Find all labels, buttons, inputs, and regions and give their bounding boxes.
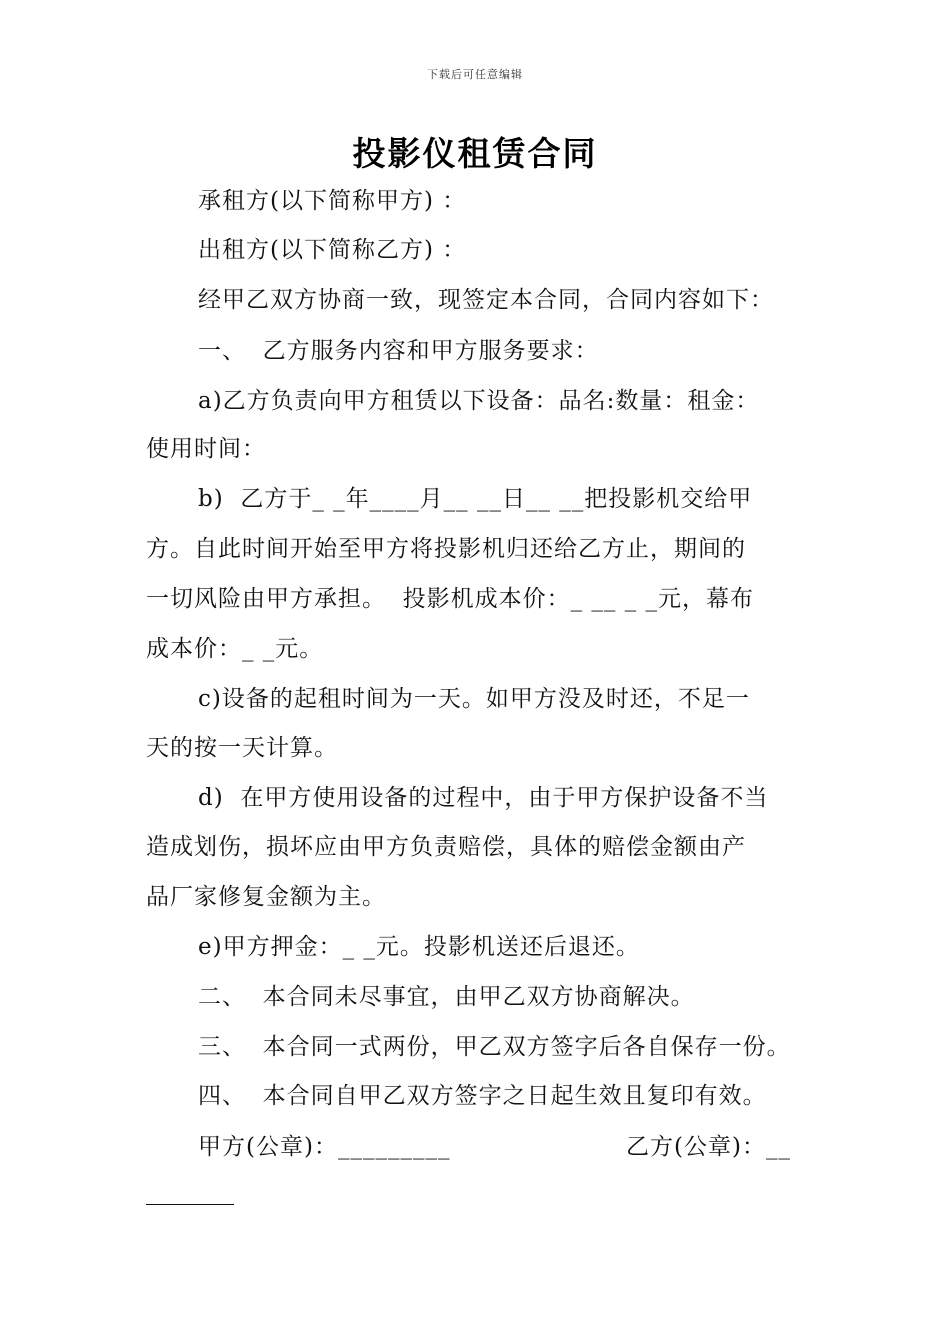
clause-b-line-1: b) 乙方于_ _年____月__ __日__ __把投影机交给甲 — [198, 486, 753, 512]
section-2-line: 二、 本合同未尽事宜，由甲乙双方协商解决。 — [198, 984, 695, 1010]
lessee-line: 承租方(以下简称甲方) ： — [198, 188, 467, 214]
header-note: 下载后可任意编辑 — [427, 68, 523, 81]
document-title: 投影仪租赁合同 — [352, 134, 598, 173]
section-3-line: 三、 本合同一式两份，甲乙双方签字后各自保存一份。 — [198, 1034, 791, 1060]
clause-b-line-4: 成本价：_ _元。 — [146, 636, 324, 662]
clause-e-line: e)甲方押金：_ _元。投影机送还后退还。 — [198, 934, 640, 960]
section-1-heading: 一、 乙方服务内容和甲方服务要求： — [198, 338, 599, 364]
clause-d-line-2: 造成划伤，损坏应由甲方负责赔偿，具体的赔偿金额由产 — [146, 834, 746, 860]
section-4-line: 四、 本合同自甲乙双方签字之日起生效且复印有效。 — [198, 1083, 767, 1109]
clause-d-line-3: 品厂家修复金额为主。 — [146, 884, 386, 910]
party-a-signature: 甲方(公章)：_________ — [198, 1134, 451, 1160]
clause-a-line-2: 使用时间： — [146, 436, 266, 462]
intro-paragraph: 经甲乙双方协商一致，现签定本合同，合同内容如下： — [198, 287, 774, 313]
lessor-line: 出租方(以下简称乙方) ： — [198, 237, 467, 263]
clause-c-line-2: 天的按一天计算。 — [146, 735, 338, 761]
clause-c-line-1: c)设备的起租时间为一天。如甲方没及时还，不足一 — [198, 686, 750, 712]
clause-a-line-1: a)乙方负责向甲方租赁以下设备：品名:数量：租金： — [198, 388, 760, 414]
clause-d-line-1: d) 在甲方使用设备的过程中，由于甲方保护设备不当 — [198, 785, 769, 811]
party-b-signature: 乙方(公章)：__ — [626, 1134, 791, 1160]
signature-continuation-rule — [146, 1204, 234, 1205]
clause-b-line-3: 一切风险由甲方承担。 投影机成本价：_ __ _ _元，幕布 — [146, 586, 755, 612]
clause-b-line-2: 方。自此时间开始至甲方将投影机归还给乙方止，期间的 — [146, 536, 746, 562]
